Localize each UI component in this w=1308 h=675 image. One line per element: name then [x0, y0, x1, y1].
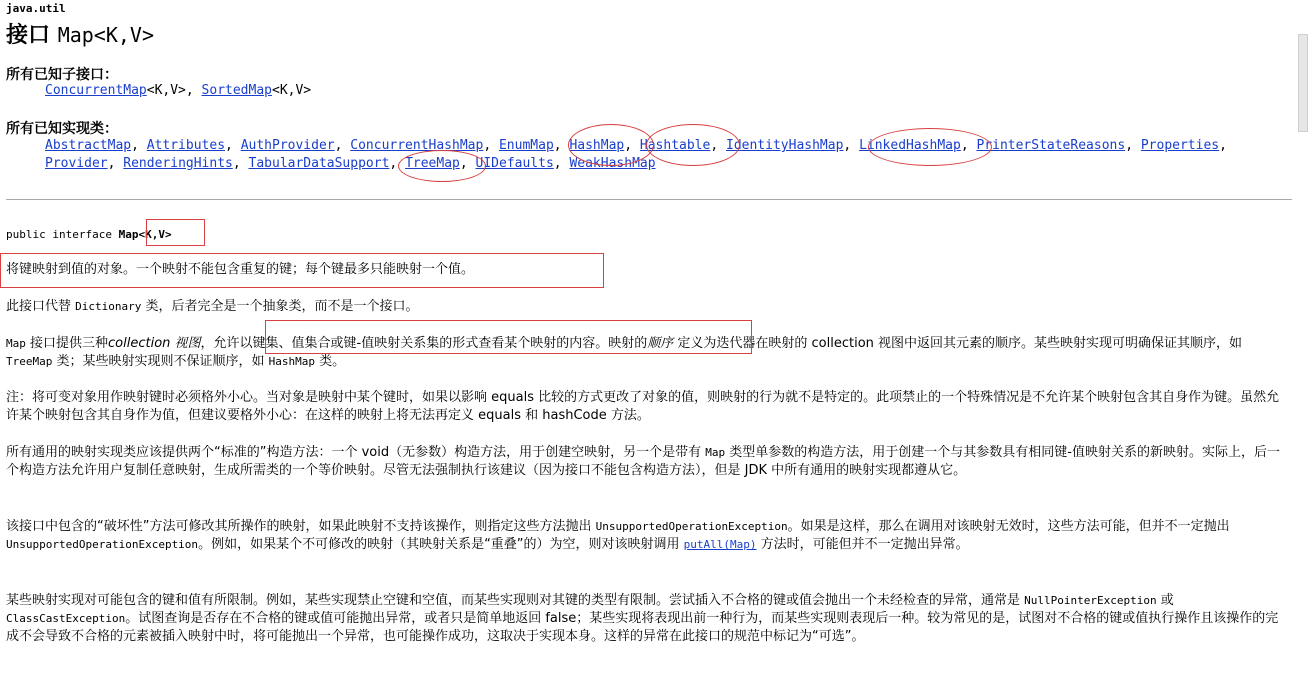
link-hashmap[interactable]: HashMap [569, 138, 625, 153]
subinterfaces-heading: 所有已知子接口： [6, 67, 118, 83]
link-tabulardatasupport[interactable]: TabularDataSupport [248, 156, 390, 171]
link-uidefaults[interactable]: UIDefaults [475, 156, 554, 171]
signature-prefix: public interface [6, 228, 119, 241]
link-printerstatereasons[interactable]: PrinterStateReasons [976, 138, 1126, 153]
description-p1: 将键映射到值的对象。一个映射不能包含重复的键；每个键最多只能映射一个值。 [6, 262, 475, 277]
text-segment: 类型单参数的构造方法，用于创建一个与其参数具有相同键-值映射关系的新映射。实际上，后一个构造方法允许用户复制任意映射，生成所需类的一个等价映射。尽管无法强制执行该建议（因为接口不能包含构造方法），但是 JDK 中所有通用的映射实现都遵从它。 [6, 445, 1280, 478]
text-segment: 所有通用的映射实现类应该提供两个“标准的”构造方法：一个 void（无参数）构造方法，用于创建空映射，另一个是带有 [6, 445, 706, 460]
description-p3 [6, 335, 1288, 371]
link-sortedmap[interactable]: SortedMap [201, 83, 272, 98]
link-renderinghints[interactable]: RenderingHints [123, 156, 233, 171]
description-p7 [6, 592, 1288, 646]
type-param: <K,V> [146, 83, 186, 98]
code-classcast: ClassCastException [6, 612, 126, 625]
code-treemap: TreeMap [6, 355, 53, 368]
text-segment: 接口提供三种 [25, 336, 109, 351]
text-segment: 。如果是这样，那么在调用对该映射无效时，这些方法可能，但并不一定抛出 [787, 519, 1230, 534]
text-segment: 类；某些映射实现则不保证顺序，如 [52, 354, 269, 369]
code-map: Map [6, 337, 26, 350]
text-segment: 定义为迭代器在映射的 collection 视图中返回其元素的顺序。某些映射实现可明确保证其顺序，如 [673, 336, 1243, 351]
section-divider [6, 199, 1292, 200]
subinterfaces-list [45, 82, 311, 100]
link-properties[interactable]: Properties [1140, 138, 1220, 153]
code-hashmap: HashMap [268, 355, 315, 368]
link-treemap[interactable]: TreeMap [405, 156, 460, 171]
signature-name: Map [118, 228, 139, 241]
page-title [6, 18, 154, 49]
code-dictionary: Dictionary [75, 300, 142, 313]
link-concurrentmap[interactable]: ConcurrentMap [45, 83, 147, 98]
text-segment: 该接口中包含的“破坏性”方法可修改其所操作的映射，如果此映射不支持该操作，则指定这些方法抛出 [6, 519, 596, 534]
code-unsupported-exception: UnsupportedOperationException [6, 538, 199, 551]
text-segment: 方法时，可能但并不一定抛出异常。 [756, 537, 969, 552]
interface-signature [6, 228, 172, 241]
title-name: Map<K,V> [57, 23, 155, 47]
code-unsupported-exception: UnsupportedOperationException [595, 520, 788, 533]
link-abstractmap[interactable]: AbstractMap [45, 138, 132, 153]
implementing-row-2: Provider, RenderingHints, TabularDataSupport, TreeMap, UIDefaults, WeakHashMap [45, 156, 656, 171]
description-p2 [6, 298, 1288, 316]
vertical-scrollbar[interactable] [1298, 34, 1308, 132]
package-name: java.util [6, 2, 66, 15]
signature-type: <K,V> [138, 228, 172, 241]
type-param: <K,V> [272, 83, 312, 98]
link-attributes[interactable]: Attributes [146, 138, 226, 153]
italic-order: 顺序 [647, 336, 674, 351]
text-segment: 类。 [314, 354, 346, 369]
link-identityhashmap[interactable]: IdentityHashMap [726, 138, 844, 153]
text-segment: 或 [1156, 593, 1174, 608]
link-authprovider[interactable]: AuthProvider [240, 138, 335, 153]
separator: , [185, 83, 202, 98]
title-prefix: 接口 [6, 22, 51, 48]
description-p5 [6, 444, 1288, 480]
text-segment: 此接口代替 [6, 299, 76, 314]
implementing-row-1: AbstractMap, Attributes, AuthProvider, ConcurrentHashMap, EnumMap, HashMap, Hashtable, IdentityHashMap, LinkedHashMap, PrinterStateReasons, Properties, [45, 138, 1227, 153]
implementing-heading: 所有已知实现类： [6, 121, 118, 137]
italic-collection-views: collection 视图 [108, 336, 201, 351]
link-weakhashmap[interactable]: WeakHashMap [569, 156, 656, 171]
text-segment: 某些映射实现对可能包含的键和值有所限制。例如，某些实现禁止空键和空值，而某些实现则对其键的类型有限制。尝试插入不合格的键或值会抛出一个未经检查的异常，通常是 [6, 593, 1025, 608]
link-concurrenthashmap[interactable]: ConcurrentHashMap [350, 138, 484, 153]
code-nullpointer: NullPointerException [1024, 594, 1157, 607]
description-p6 [6, 518, 1288, 554]
description-p4: 注：将可变对象用作映射键时必须格外小心。当对象是映射中某个键时，如果以影响 equals 比较的方式更改了对象的值，则映射的行为就不是特定的。此项禁止的一个特殊情况是不允许某个映射包含其自身作为键。虽然允许某个映射包含其自身作为值，但建议要格外小心：在这样的映射上将无法再定义 equals 和 hashCode 方法。 [6, 390, 1280, 423]
text-segment: ，允许以键集、值集合或键-值映射关系集的形式查看某个映射的内容。映射的 [200, 336, 648, 351]
text-segment: 。试图查询是否存在不合格的键或值可能抛出异常，或者只是简单地返回 false；某些实现将表现出前一种行为，而某些实现则表现后一种。较为常见的是，试图对不合格的键或值执行操作且该操作的完成不会导致不合格的元素被插入映射中时，将可能抛出一个异常，也可能操作成功，这取决于实现本身。这样的异常在此接口的规范中标记为“可选”。 [6, 611, 1279, 644]
code-map: Map [705, 446, 726, 459]
text-segment: 。例如，如果某个不可修改的映射（其映射关系是“重叠”的）为空，则对该映射调用 [198, 537, 684, 552]
link-provider[interactable]: Provider [45, 156, 108, 171]
link-hashtable[interactable]: Hashtable [639, 138, 711, 153]
link-linkedhashmap[interactable]: LinkedHashMap [859, 138, 961, 153]
link-putall[interactable]: putAll(Map) [683, 538, 757, 551]
link-enummap[interactable]: EnumMap [498, 138, 554, 153]
text-segment: 类，后者完全是一个抽象类，而不是一个接口。 [141, 299, 419, 314]
